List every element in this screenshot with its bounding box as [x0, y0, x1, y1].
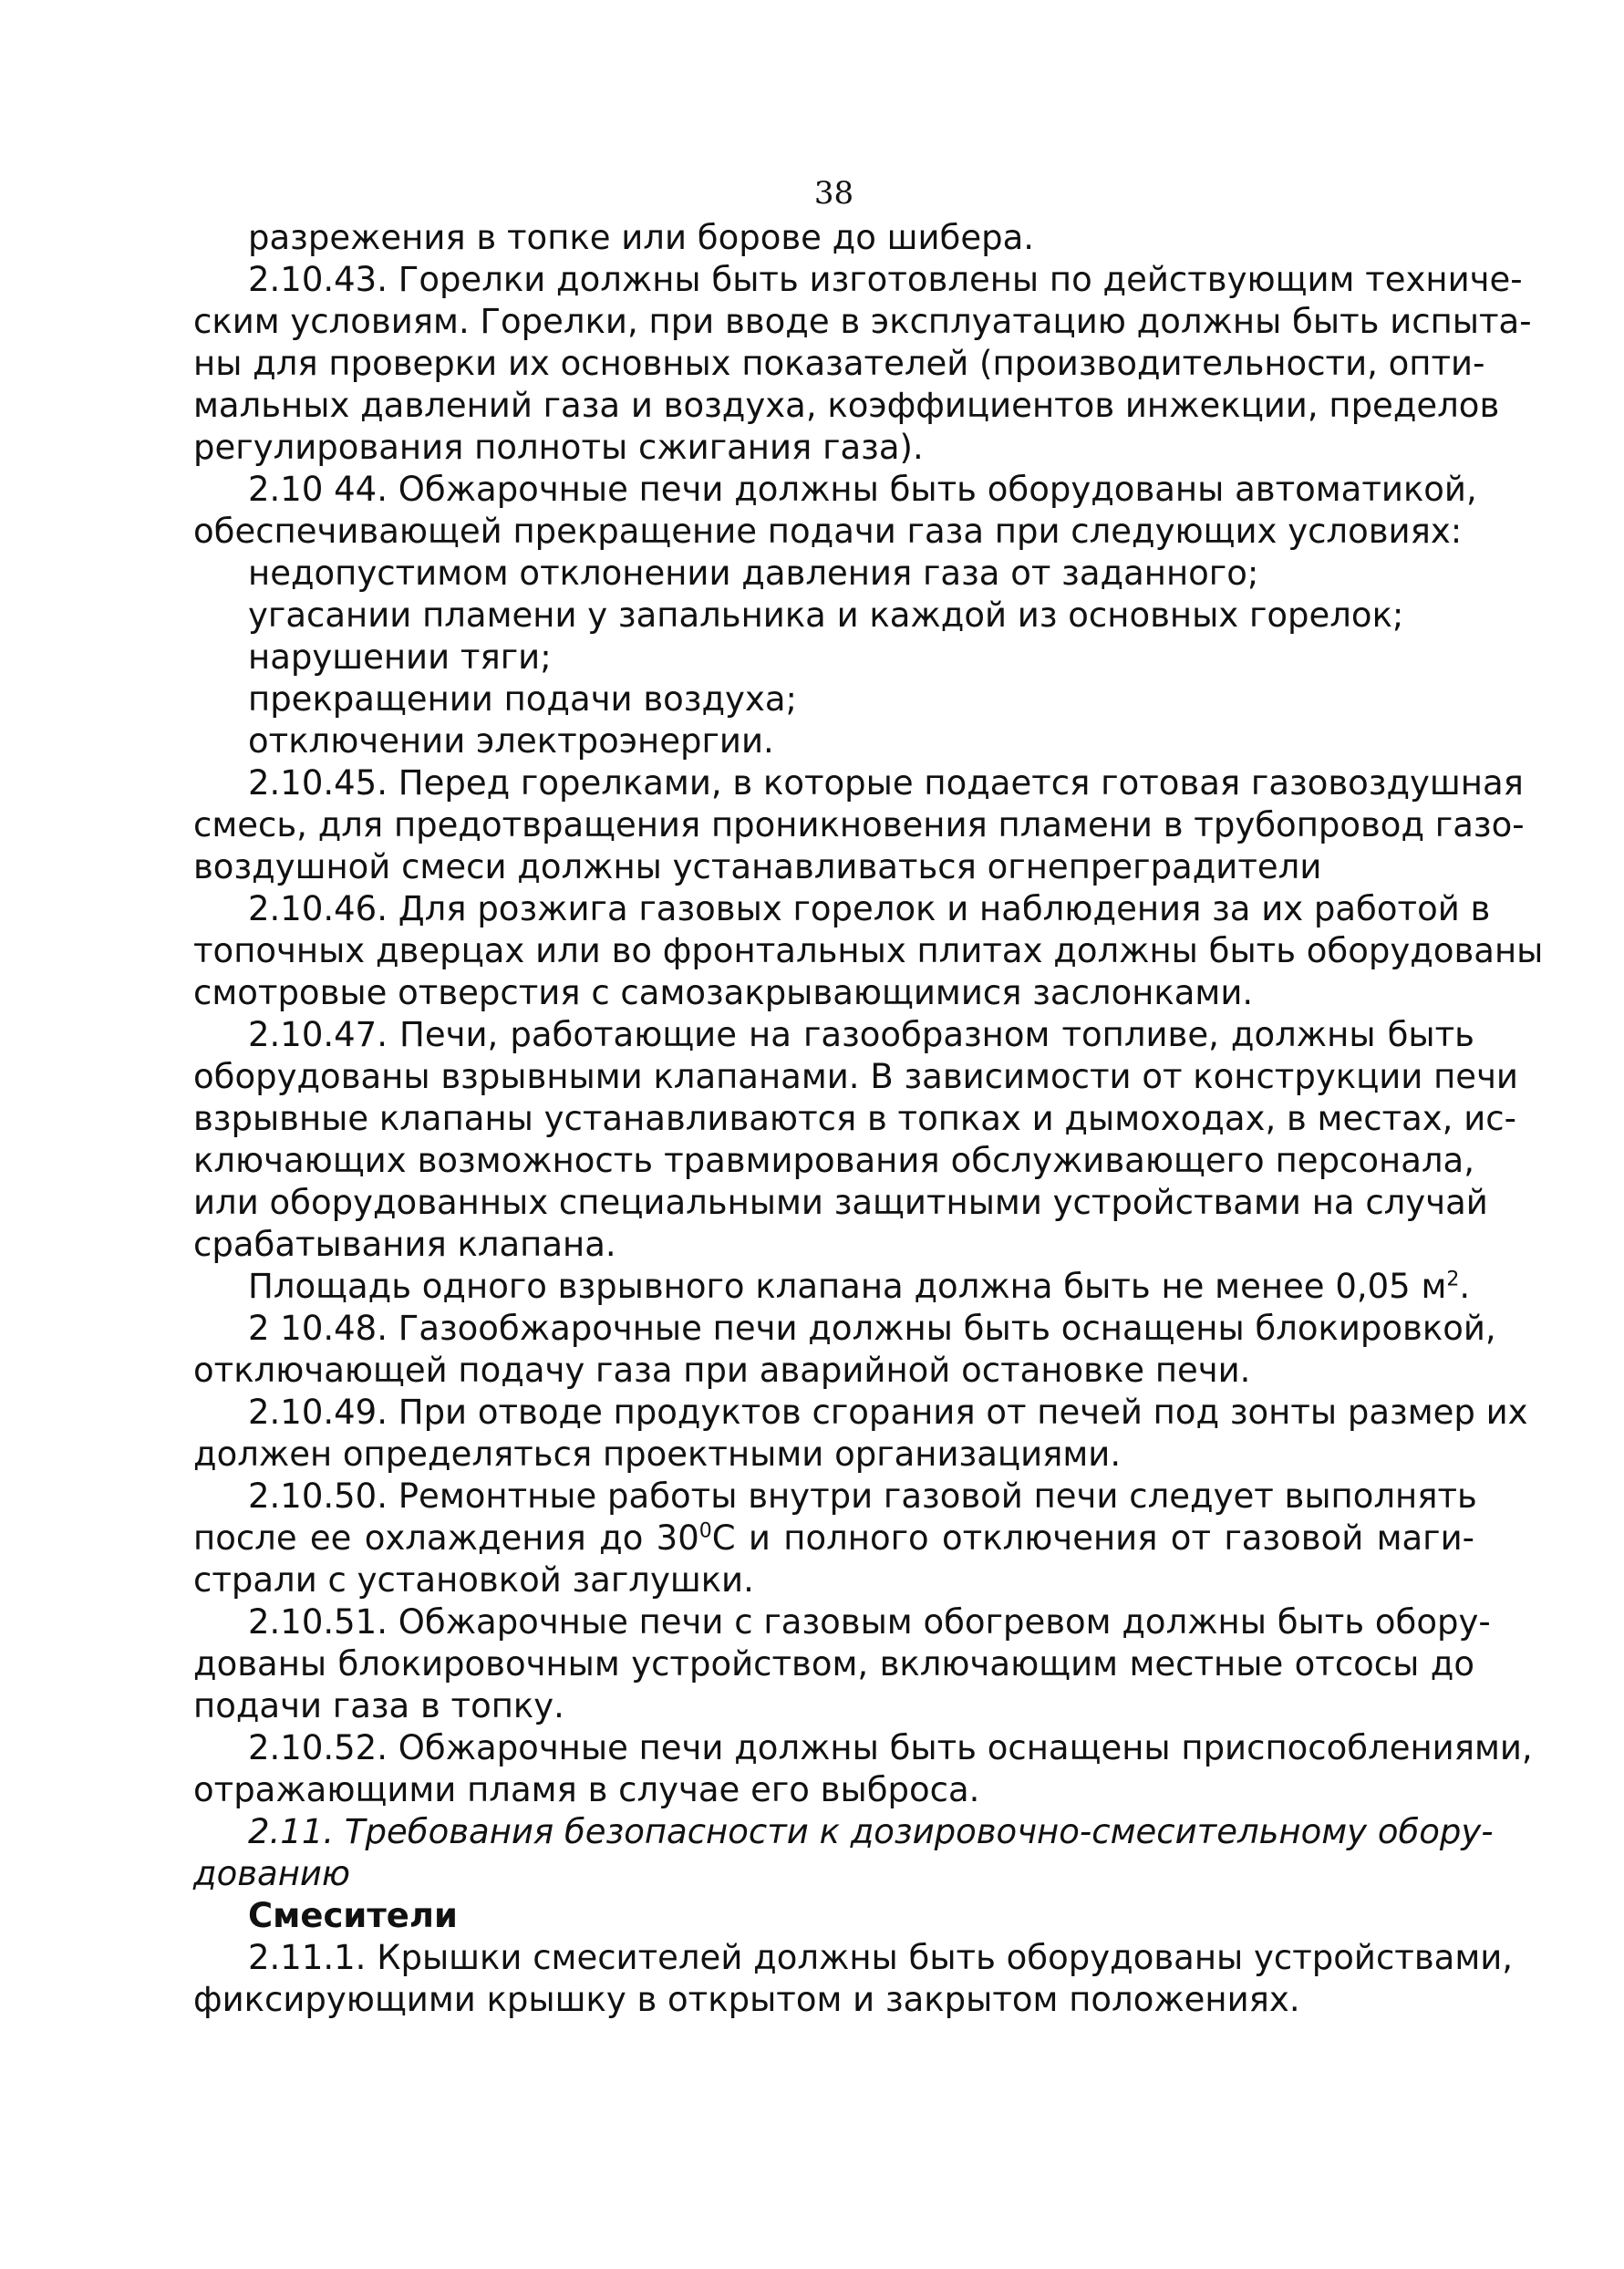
section-heading: 2.11. Требования безопасности к дозировочно-смесительному обору- — [248, 1812, 1494, 1851]
text-block-1 — [193, 217, 1544, 1266]
text-line: регулирования полноты сжигания газа). — [193, 428, 924, 467]
list-item: угасании пламени у запальника и каждой из основных горелок; — [248, 596, 1404, 635]
temperature-line — [193, 1518, 1474, 1559]
text-line: взрывные клапаны устанавливаются в топках и дымоходах, в местах, ис- — [193, 1099, 1516, 1138]
text-line: смотровые отверстия с самозакрывающимися заслонками. — [193, 973, 1254, 1012]
text-line: должен определяться проектными организациями. — [193, 1435, 1122, 1474]
list-item: прекращении подачи воздуха; — [248, 679, 797, 719]
text-line: 2.10.52. Обжарочные печи должны быть оснащены приспособлениями, — [248, 1728, 1533, 1767]
list-item: отключении электроэнергии. — [248, 721, 774, 761]
text-line: 2.10.45. Перед горелками, в которые подается готовая газовоздушная — [248, 763, 1524, 803]
text-line: отражающими пламя в случае его выброса. — [193, 1770, 980, 1809]
text-line: 2.10.51. Обжарочные печи с газовым обогревом должны быть обору- — [248, 1602, 1491, 1642]
text-line: страли с установкой заглушки. — [193, 1560, 754, 1600]
text-block-3 — [193, 1559, 1533, 1811]
text-line: ским условиям. Горелки, при вводе в эксплуатацию должны быть испыта- — [193, 302, 1532, 341]
text-block-4 — [193, 1937, 1514, 2021]
text-line: воздушной смеси должны устанавливаться огнепреградители — [193, 847, 1322, 886]
text-line: 2.10.50. Ремонтные работы внутри газовой печи следует выполнять — [248, 1476, 1477, 1516]
text-line: подачи газа в топку. — [193, 1686, 564, 1725]
text-line: разрежения в топке или борове до шибера. — [248, 218, 1035, 257]
text-line: или оборудованных специальными защитными устройствами на случай — [193, 1183, 1488, 1222]
text-line: топочных дверцах или во фронтальных плитах должны быть оборудованы — [193, 931, 1544, 970]
text-line: ключающих возможность травмирования обслуживающего персонала, — [193, 1141, 1474, 1180]
section-heading-continued: дованию — [193, 1854, 351, 1893]
text-line: мальных давлений газа и воздуха, коэффициентов инжекции, пределов — [193, 386, 1500, 425]
temp-text: после ее охлаждения до 30 — [193, 1518, 699, 1558]
text-line: 2.11.1. Крышки смесителей должны быть оборудованы устройствами, — [248, 1938, 1514, 1977]
text-line: отключающей подачу газа при аварийной остановке печи. — [193, 1351, 1251, 1390]
area-requirement-line — [193, 1266, 1474, 1308]
text-line: обеспечивающей прекращение подачи газа при следующих условиях: — [193, 512, 1463, 551]
area-text: Площадь одного взрывного клапана должна быть не менее 0,05 м — [248, 1267, 1447, 1306]
area-text-end: . — [1459, 1267, 1471, 1306]
text-line: дованы блокировочным устройством, включающим местные отсосы до — [193, 1644, 1474, 1684]
text-line: смесь, для предотвращения проникновения пламени в трубопровод газо- — [193, 805, 1525, 844]
text-line: 2.10 44. Обжарочные печи должны быть оборудованы автоматикой, — [248, 470, 1477, 509]
area-exponent: 2 — [1446, 1268, 1460, 1291]
text-line: оборудованы взрывными клапанами. В зависимости от конструкции печи — [193, 1057, 1518, 1096]
page-number: 38 — [813, 175, 854, 212]
text-line: 2.10.46. Для розжига газовых горелок и наблюдения за их работой в — [248, 889, 1491, 928]
text-line: 2.10.43. Горелки должны быть изготовлены по действующим техниче- — [248, 260, 1523, 299]
text-block-2 — [193, 1308, 1528, 1518]
text-line: 2.10.47. Печи, работающие на газообразном топливе, должны быть — [248, 1015, 1474, 1054]
subheading: Смесители — [248, 1896, 458, 1935]
list-item: недопустимом отклонении давления газа от заданного; — [248, 554, 1259, 593]
list-item: нарушении тяги; — [248, 637, 552, 677]
text-line: фиксирующими крышку в открытом и закрытом положениях. — [193, 1980, 1300, 2019]
text-line: 2.10.49. При отводе продуктов сгорания от печей под зонты размер их — [248, 1393, 1528, 1432]
document-page — [193, 173, 1544, 2225]
text-line: срабатывания клапана. — [193, 1225, 616, 1264]
temp-text-end: С и полного отключения от газовой маги- — [711, 1518, 1474, 1558]
temp-degree: 0 — [698, 1519, 712, 1543]
text-line: ны для проверки их основных показателей (производительности, опти- — [193, 344, 1485, 383]
text-line: 2 10.48. Газообжарочные печи должны быть оснащены блокировкой, — [248, 1309, 1496, 1348]
